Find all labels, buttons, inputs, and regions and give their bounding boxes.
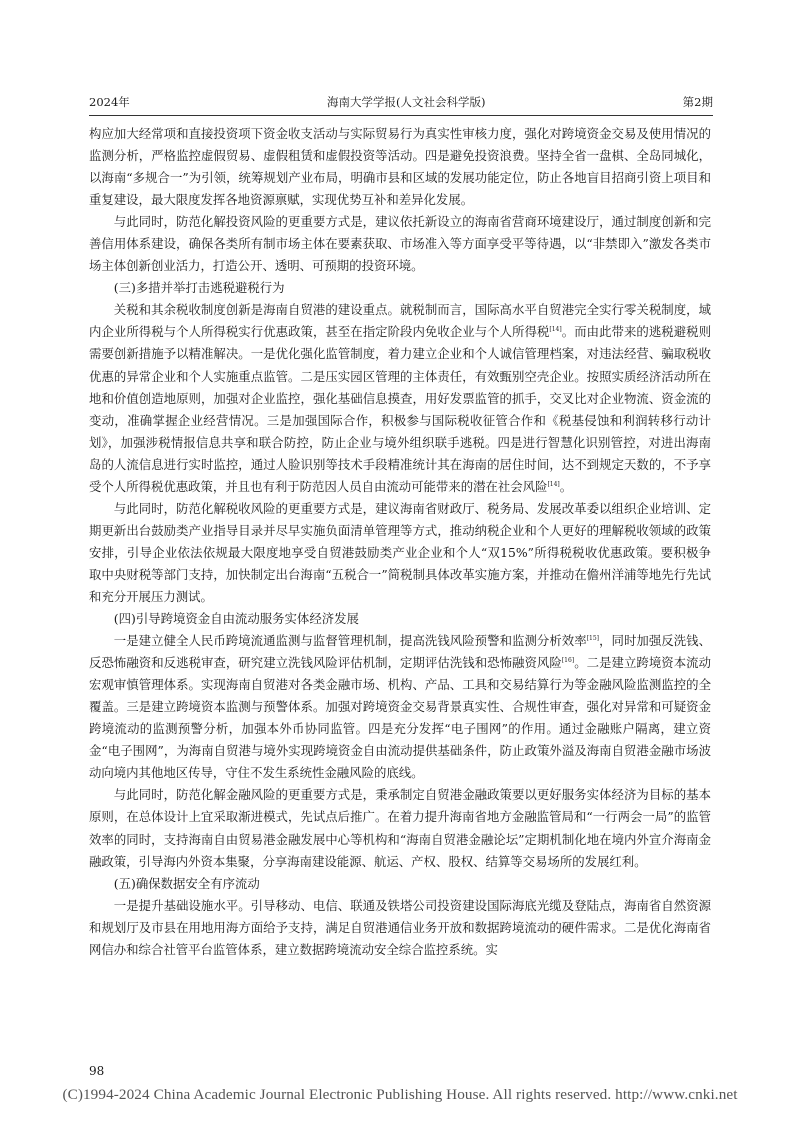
paragraph-5-text-c: 。二是建立跨境资本流动宏观审慎管理体系。实现海南自贸港对各类金融市场、机构、产品、工具和交易结算行为等金融风险监测监控的全覆盖。三是建立跨境资本监测与预警体系。加强对跨境资金交易背景真实性、合规性审查，强化对异常和可疑资金跨境流动的监测预警分析，加强本外币协同监管。四是充分发挥“电子围网”的作用。通过金融账户隔离，建立资金“电子围网”，为海南自贸港与境外实现跨境资金自由流动提供基础条件，防止政策外溢及海南自贸港金融市场波动向境内其他地区传导，守住不发生系统性金融风险的底线。 bbox=[89, 655, 712, 781]
running-header bbox=[89, 90, 713, 110]
copyright-notice: (C)1994-2024 China Academic Journal Electronic Publishing House. All rights reserved. http://www.cnki.net bbox=[62, 1086, 738, 1103]
header-journal-title: 海南大学学报(人文社会科学版) bbox=[326, 95, 486, 109]
page-number: 98 bbox=[89, 1064, 105, 1078]
paragraph-3 bbox=[89, 299, 711, 497]
article-body bbox=[89, 123, 711, 961]
header-issue: 第2期 bbox=[682, 95, 713, 109]
paragraph-3-text-c: 。 bbox=[559, 478, 573, 494]
citation-15: [15] bbox=[586, 635, 600, 643]
citation-16: [16] bbox=[561, 657, 575, 665]
paragraph-6: 与此同时，防范化解金融风险的更重要方式是，秉承制定自贸港金融政策要以更好服务实体经济为目标的基本原则，在总体设计上宜采取渐进模式，先试点后推广。在着力提升海南省地方金融监管局和“一行两会一局”的监管效率的同时，支持海南自由贸易港金融发展中心等机构和“海南自贸港金融论坛”定期机制化地在境内外宣介海南金融政策，引导海内外资本集聚，分享海南建设能源、航运、产权、股权、结算等交易场所的发展红利。 bbox=[89, 787, 711, 869]
paragraph-4: 与此同时，防范化解税收风险的更重要方式是，建议海南省财政厅、税务局、发展改革委以组织企业培训、定期更新出台鼓励类产业指导目录并尽早实施负面清单管理等方式，推动纳税企业和个人更好的理解税收领域的政策安排，引导企业依法依规最大限度地享受自贸港鼓励类产业企业和个人“双15%”所得税税收优惠政策。要积极争取中央财税等部门支持，加快制定出台海南“五税合一”简税制具体改革实施方案，并推动在儋州洋浦等地先行先试和充分开展压力测试。 bbox=[89, 500, 711, 604]
paragraph-7: 一是提升基础设施水平。引导移动、电信、联通及铁塔公司投资建设国际海底光缆及登陆点，海南省自然资源和规划厅及市县在用地用海方面给予支持，满足自贸港通信业务开放和数据跨境流动的硬件需求。二是优化海南省网信办和综合社管平台监管体系，建立数据跨境流动安全综合监控系统。实 bbox=[89, 897, 711, 957]
paragraph-5 bbox=[89, 630, 711, 784]
paragraph-3-text-b: 。而由此带来的逃税避税则需要创新措施予以精准解决。一是优化强化监管制度，着力建立企业和个人诚信管理档案，对违法经营、骗取税收优惠的异常企业和个人实施重点监管。二是压实园区管理的主体责任，有效甄别空壳企业。按照实质经济活动所在地和价值创造地原则，加强对企业监控，强化基础信息摸查，用好发票监管的抓手，交叉比对企业物流、资金流的变动，准确掌握企业经营情况。三是加强国际合作，积极参与国际税收征管合作和《税基侵蚀和利润转移行动计划》，加强涉税情报信息共享和联合防控，防止企业与境外组织联手逃税。四是进行智慧化识别管控，对进出海南岛的人流信息进行实时监控，通过人脸识别等技术手段精准统计其在海南的居住时间，达不到规定天数的，不予享受个人所得税优惠政策，并且也有利于防范因人员自由流动可能带来的潜在社会风险 bbox=[89, 324, 712, 494]
citation-14-repeat: [14] bbox=[547, 480, 560, 488]
section-heading-4: (四)引导跨境资金自由流动服务实体经济发展 bbox=[113, 611, 359, 627]
paragraph-1: 构应加大经常项和直接投资项下资金收支活动与实际贸易行为真实性审核力度，强化对跨境资金交易及使用情况的监测分析，严格监控虚假贸易、虚假租赁和虚假投资等活动。四是避免投资浪费。坚持全省一盘棋、全岛同城化，以海南“多规合一”为引领，统筹规划产业布局，明确市县和区域的发展功能定位，防止各地盲目招商引资上项目和重复建设，最大限度发挥各地资源禀赋，实现优势互补和差异化发展。 bbox=[89, 126, 711, 208]
paragraph-2: 与此同时，防范化解投资风险的更重要方式是，建议依托新设立的海南省营商环境建设厅，通过制度创新和完善信用体系建设，确保各类所有制市场主体在要素获取、市场准入等方面享受平等待遇，以“非禁即入”激发各类市场主体创新创业活力，打造公开、透明、可预期的投资环境。 bbox=[89, 214, 711, 274]
header-rule bbox=[89, 115, 713, 116]
paragraph-5-text-b: ，同时加强反洗钱、反恐怖融资和反逃税审查，研究建立洗钱风险评估机制，定期评估洗钱和恐怖融资风险 bbox=[89, 633, 712, 671]
paragraph-5-text-a: 一是建立健全人民币跨境流通监测与监督管理机制，提高洗钱风险预警和监测分析效率 bbox=[113, 633, 587, 649]
paragraph-3-text-a: 关税和其余税收制度创新是海南自贸港的建设重点。就税制而言，国际高水平自贸港完全实行零关税制度，域内企业所得税与个人所得税实行优惠政策，甚至在指定阶段内免收企业与个人所得税 bbox=[89, 302, 711, 340]
header-year: 2024年 bbox=[89, 95, 130, 109]
citation-14: [14] bbox=[549, 326, 562, 334]
section-heading-3: (三)多措并举打击逃税避税行为 bbox=[113, 280, 285, 296]
section-heading-5: (五)确保数据安全有序流动 bbox=[113, 875, 260, 891]
